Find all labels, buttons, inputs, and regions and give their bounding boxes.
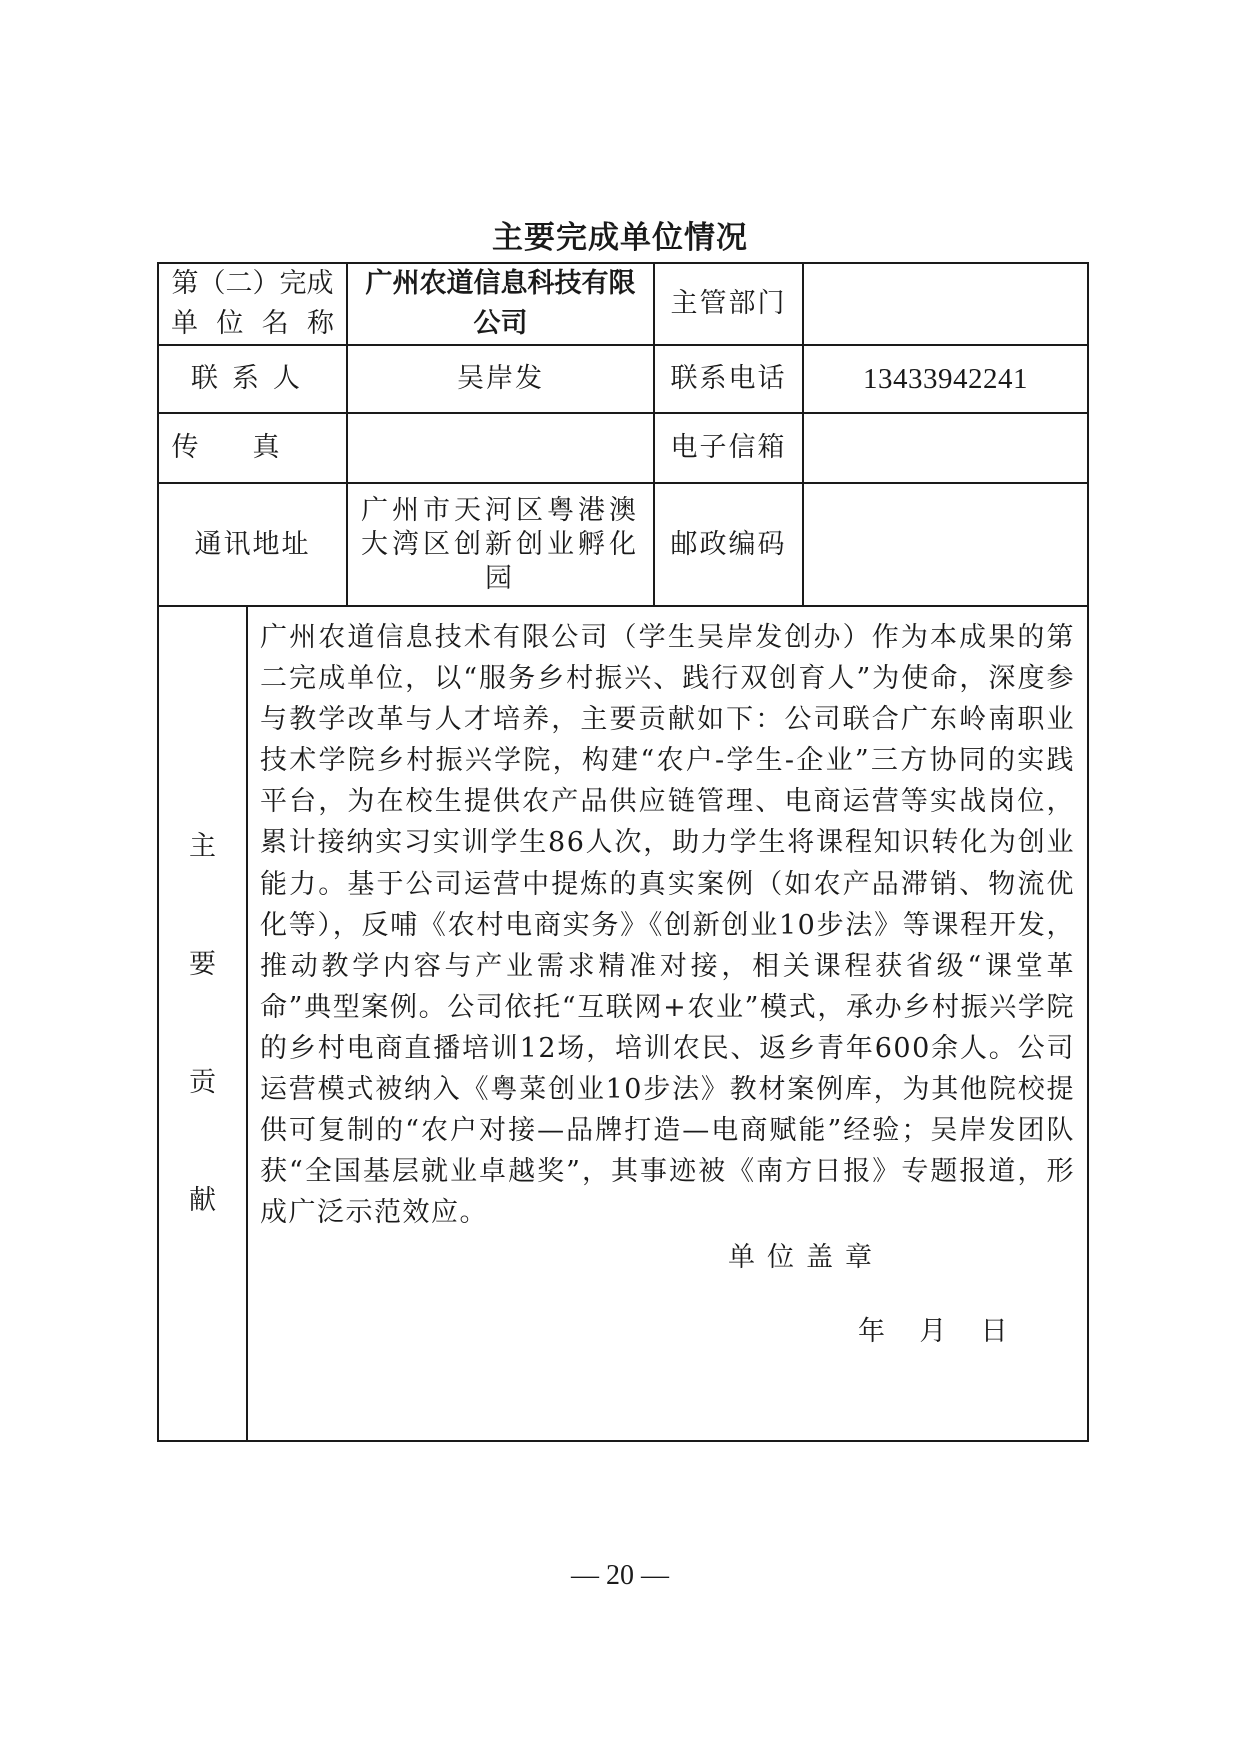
contribution-text: 广州农道信息技术有限公司（学生吴岸发创办）作为本成果的第二完成单位，以“服务乡村振兴、践行双创育人”为使命，深度参与教学改革与人才培养，主要贡献如下：公司联合广东岭南职业技术学院乡村振兴学院，构建“农户-学生-企业”三方协同的实践平台，为在校生提供农产品供应链管理、电商运营等实战岗位，累计接纳实习实训学生86人次，助力学生将课程知识转化为创业能力。基于公司运营中提炼的真实案例（如农产品滞销、物流优化等），反哺《农村电商实务》《创新创业10步法》等课程开发，推动教学内容与产业需求精准对接，相关课程获省级“课堂革命”典型案例。公司依托“互联网+农业”模式，承办乡村振兴学院的乡村电商直播培训12场，培训农民、返乡青年600余人。公司运营模式被纳入《粤菜创业10步法》教材案例库，为其他院校提供可复制的“农户对接—品牌打造—电商赋能”经验；吴岸发团队获“全国基层就业卓越奖”，其事迹被《南方日报》专题报道，形成广泛示范效应。: [260, 622, 1075, 1229]
contact-label: 联系人: [158, 345, 347, 413]
phone-value: 13433942241: [803, 345, 1088, 413]
fax-label: 传真: [158, 413, 347, 483]
contact-value: 吴岸发: [347, 345, 654, 413]
unit-info-table: [157, 262, 1089, 1442]
postcode-label: 邮政编码: [654, 483, 803, 606]
dept-label: 主管部门: [654, 263, 803, 345]
dept-value: [803, 263, 1088, 345]
page-title: 主要完成单位情况: [492, 220, 748, 256]
contribution-label-char: 献: [189, 1184, 216, 1216]
seal-label: 单位盖章: [728, 1242, 884, 1273]
phone-label: 联系电话: [654, 345, 803, 413]
contribution-label-char: 贡: [189, 1066, 216, 1098]
contribution-label-char: 主: [189, 830, 216, 862]
contribution-label: [158, 606, 247, 1441]
contribution-cell: [247, 606, 1088, 1441]
address-value: 广州市天河区粤港澳大湾区创新创业孵化园: [347, 483, 654, 606]
page-number: — 20 —: [571, 1560, 669, 1591]
contribution-label-char: 要: [189, 948, 216, 980]
unit-name-label: 第（二）完成单位名称: [158, 263, 347, 345]
email-label: 电子信箱: [654, 413, 803, 483]
address-label: 通讯地址: [158, 483, 347, 606]
unit-name-value: 广州农道信息科技有限公司: [347, 263, 654, 345]
postcode-value: [803, 483, 1088, 606]
fax-value: [347, 413, 654, 483]
date-label: 年 月 日: [858, 1316, 1008, 1347]
email-value: [803, 413, 1088, 483]
